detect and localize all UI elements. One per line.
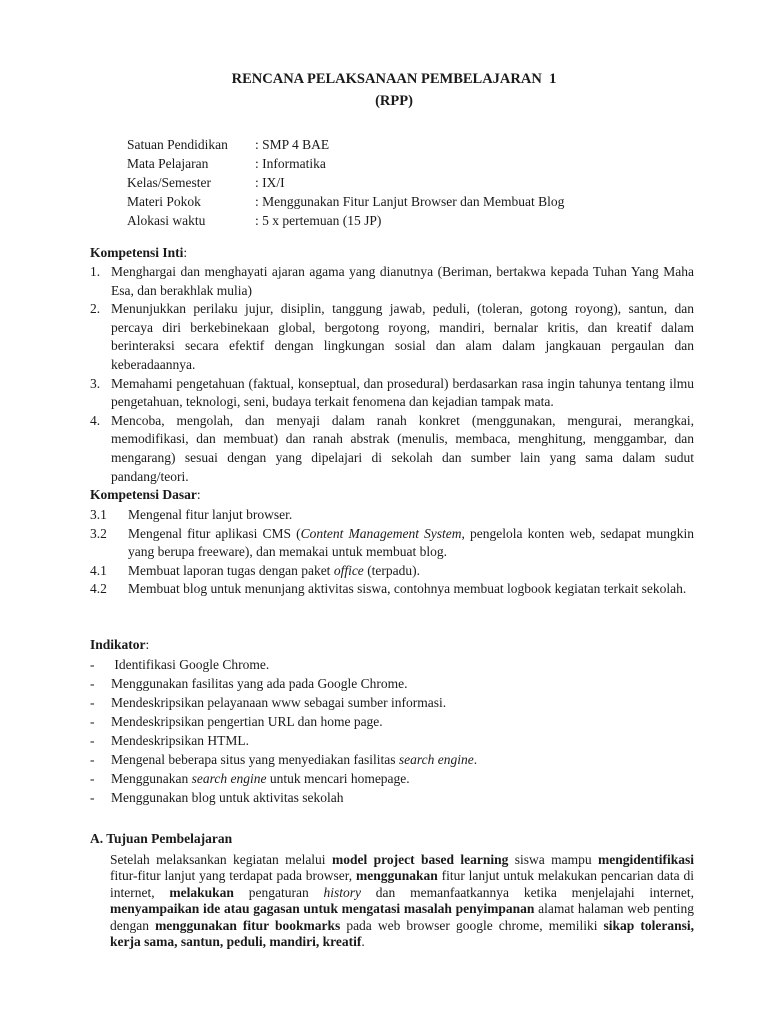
tujuan-heading: A. Tujuan Pembelajaran xyxy=(90,831,233,846)
list-item: 4. Mencoba, mengolah, dan menyaji dalam ranah konkret (menggunakan, mengurai, merangkai, memodifikasi, dan membuat) dan ranah abstrak (menulis, membaca, menghitung, menggambar, dan mengarang) sesuai dengan yang dipelajari di sekolah dan sumber lain yang sama dalam sudut pandang/teori. xyxy=(90,412,694,484)
info-value: : Menggunakan Fitur Lanjut Browser dan Membuat Blog xyxy=(255,194,565,209)
list-item: - Mengenal beberapa situs yang menyediakan fasilitas search engine. xyxy=(90,752,478,767)
kompetensi-dasar-heading: Kompetensi Dasar: xyxy=(90,487,201,502)
list-item: 1. Menghargai dan menghayati ajaran agama yang dianutnya (Beriman, bertakwa kepada Tuhan Yang Maha Esa, dan berakhlak mulia) xyxy=(90,264,694,298)
info-label: Kelas/Semester xyxy=(127,175,211,190)
info-label: Materi Pokok xyxy=(127,194,201,209)
info-label: Alokasi waktu xyxy=(127,213,206,228)
info-label: Satuan Pendidikan xyxy=(127,137,228,152)
list-item: - Mendeskripsikan HTML. xyxy=(90,733,249,748)
indikator-heading: Indikator: xyxy=(90,637,150,652)
info-row xyxy=(127,193,564,212)
list-item: - Mendeskripsikan pengertian URL dan home page. xyxy=(90,714,383,729)
document-title: RENCANA PELAKSANAAN PEMBELAJARAN 1 xyxy=(231,71,557,87)
identity-table xyxy=(127,136,564,231)
info-row xyxy=(127,155,564,174)
info-value: : 5 x pertemuan (15 JP) xyxy=(255,213,382,228)
info-row xyxy=(127,174,564,193)
list-item: 3. Memahami pengetahuan (faktual, konseptual, dan prosedural) berdasarkan rasa ingin tahunya tentang ilmu pengetahuan, teknologi, seni, budaya terkait fenomena dan kejadian tampak mata. xyxy=(90,375,694,410)
list-item: - Mendeskripsikan pelayanaan www sebagai sumber informasi. xyxy=(90,695,447,710)
list-item: - Menggunakan search engine untuk mencari homepage. xyxy=(90,771,410,786)
list-item: - Identifikasi Google Chrome. xyxy=(90,657,270,672)
list-item: - Menggunakan blog untuk aktivitas sekolah xyxy=(90,790,344,805)
document-subtitle: (RPP) xyxy=(375,93,413,109)
kompetensi-inti-list xyxy=(90,263,694,486)
list-item: 4.2 Membuat blog untuk menunjang aktivitas siswa, contohnya membuat logbook kegiatan terkait sekolah. xyxy=(90,581,687,597)
info-value: : SMP 4 BAE xyxy=(255,137,330,152)
tujuan-paragraph: Setelah melaksankan kegiatan melalui model project based learning siswa mampu mengidentifikasi fitur-fitur lanjut yang terdapat pada browser, menggunakan fitur lanjut untuk melakukan pencarian data di internet, melakukan pengaturan history dan memanfaatkannya ketika menjelajahi internet, menyampaikan ide atau gagasan untuk mengatasi masalah penyimpanan alamat halaman web penting dengan menggunakan fitur bookmarks pada web browser google chrome, memiliki sikap toleransi, kerja sama, santun, peduli, mandiri, kreatif. xyxy=(110,852,695,950)
info-label: Mata Pelajaran xyxy=(127,156,209,171)
indikator-list xyxy=(90,656,694,808)
list-item: 3.2 Mengenal fitur aplikasi CMS (Content Management System, pengelola konten web, sedapat mungkin yang berupa freeware), dan memakai untuk membuat blog. xyxy=(90,525,694,560)
info-row xyxy=(127,212,564,231)
info-row xyxy=(127,136,564,155)
list-item: - Menggunakan fasilitas yang ada pada Google Chrome. xyxy=(90,676,408,691)
list-item: 4.1 Membuat laporan tugas dengan paket office (terpadu). xyxy=(90,562,421,578)
info-value: : IX/I xyxy=(255,175,285,190)
kompetensi-inti-heading: Kompetensi Inti: xyxy=(90,245,188,260)
list-item: 2. Menunjukkan perilaku jujur, disiplin, tanggung jawab, peduli, (toleran, gotong royong), santun, dan percaya diri berkebinekaan global, bergotong royong, mandiri, bernalar kritis, dan kreatif dalam berinteraksi secara efektif dengan lingkungan sosial dan alam dalam jangkauan pergaulan dan keberadaannya. xyxy=(90,301,694,372)
kompetensi-dasar-list xyxy=(90,506,694,599)
info-value: : Informatika xyxy=(255,156,326,171)
list-item: 3.1 Mengenal fitur lanjut browser. xyxy=(90,507,293,522)
